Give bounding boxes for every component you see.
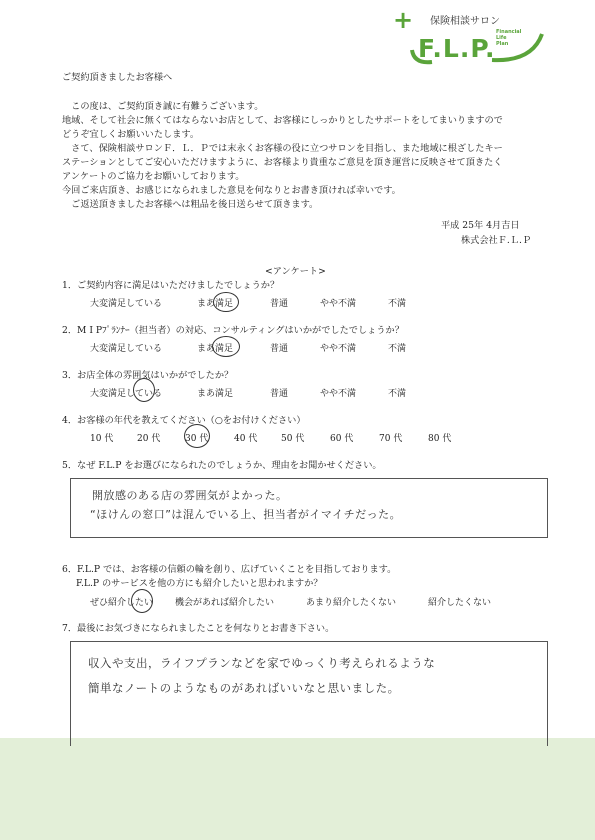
- q2-option[interactable]: 普通: [270, 344, 289, 354]
- handwritten-answer-line: 簡単なノートのようなものがあればいいなと思いました。: [88, 681, 400, 695]
- question-3: 3．お店全体の雰囲気はいかがでしたか？: [62, 370, 234, 381]
- q2-option[interactable]: やや不満: [320, 344, 357, 354]
- q1-option[interactable]: 普通: [270, 299, 289, 309]
- q1-option[interactable]: 大変満足している: [90, 299, 163, 309]
- answer-circle: [212, 336, 240, 357]
- q3-option[interactable]: 普通: [270, 389, 289, 399]
- question-5: 5．なぜ F.L.P をお選びになられたのでしょうか、理由をお聞かせください。: [62, 460, 382, 471]
- letter-date: 平成 25年 4月吉日: [441, 220, 520, 231]
- question-1: 1．ご契約内容に満足はいただけましたでしょうか？: [62, 280, 280, 291]
- q4-option[interactable]: 80 代: [428, 434, 452, 444]
- greeting-line: さて、保険相談サロンＦ．Ｌ．Ｐでは末永くお客様の役に立つサロンを目指し、また地域に根ざしたキー: [62, 143, 503, 154]
- q4-option-selected[interactable]: 30 代: [185, 434, 209, 444]
- q2-option[interactable]: 不満: [388, 344, 407, 354]
- company-name: 株式会社Ｆ.Ｌ.Ｐ: [461, 235, 532, 246]
- question-6-sub: F.L.P のサービスを他の方にも紹介したいと思われますか？: [76, 578, 323, 589]
- q1-option-selected[interactable]: まあ満足: [197, 299, 234, 309]
- q6-option[interactable]: 紹介したくない: [428, 598, 492, 608]
- greeting-line: どうぞ宜しくお願いいたします。: [62, 129, 200, 140]
- answer-circle: [133, 378, 155, 402]
- q4-option[interactable]: 60 代: [330, 434, 354, 444]
- answer-circle: [131, 589, 153, 613]
- answer-circle: [213, 292, 239, 312]
- logo-main-text: F.L.P.: [418, 34, 496, 63]
- bottom-color-band: [0, 738, 595, 840]
- logo-plus-icon: +: [393, 6, 414, 34]
- q3-option-selected[interactable]: 大変満足している: [90, 389, 163, 399]
- q4-option[interactable]: 70 代: [379, 434, 403, 444]
- greeting-line: 地域、そして社会に無くてはならないお店として、お客様にしっかりとしたサポートをしてまいりますので: [62, 115, 503, 126]
- q6-option[interactable]: あまり紹介したくない: [306, 598, 397, 608]
- question-4: 4．お客様の年代を教えてください（○をお付けください）: [62, 415, 306, 426]
- handwritten-answer-line: 収入や支出，ライフプランなどを家でゆっくり考えられるような: [88, 656, 436, 670]
- salutation: ご契約頂きましたお客様へ: [62, 72, 173, 83]
- greeting-line: この度は、ご契約頂き誠に有難うございます。: [62, 101, 264, 112]
- question-2: 2．M I Pﾌﾟﾗﾝﾅｰ（担当者）の対応、コンサルティングはいかがでしたでしょうか？: [62, 325, 404, 336]
- greeting-line: ステーションとしてご安心いただけますように、お客様より貴重なご意見を頂き運営に反映させて頂きたく: [62, 157, 503, 168]
- logo-mini-text: Financial Life Plan: [496, 29, 522, 47]
- q3-option[interactable]: まあ満足: [197, 389, 234, 399]
- greeting-line: 今回ご来店頂き、お感じになられました意見を何なりとお書き頂ければ幸いです。: [62, 185, 401, 196]
- q4-option[interactable]: 40 代: [234, 434, 258, 444]
- q2-option[interactable]: 大変満足している: [90, 344, 163, 354]
- greeting-line: ご返送頂きましたお客様へは粗品を後日送らせて頂きます。: [62, 199, 319, 210]
- q4-option[interactable]: 10 代: [90, 434, 114, 444]
- q6-option-selected[interactable]: ぜひ紹介したい: [90, 598, 154, 608]
- greeting-line: アンケートのご協力をお願いしております。: [62, 171, 245, 182]
- handwritten-answer-line: “ほけんの窓口”は混んでいる上、担当者がイマイチだった。: [90, 508, 402, 521]
- question-7: 7．最後にお気づきになられましたことを何なりとお書き下さい。: [62, 623, 335, 634]
- q3-option[interactable]: やや不満: [320, 389, 357, 399]
- q4-option[interactable]: 50 代: [281, 434, 305, 444]
- survey-title: <アンケート>: [265, 266, 326, 277]
- q6-option[interactable]: 機会があれば紹介したい: [175, 598, 275, 608]
- q1-option[interactable]: やや不満: [320, 299, 357, 309]
- q3-option[interactable]: 不満: [388, 389, 407, 399]
- logo-subtitle: 保険相談サロン: [430, 16, 500, 27]
- q1-option[interactable]: 不満: [388, 299, 407, 309]
- question-6: 6．F.L.P では、お客様の信頼の輪を創り、広げていくことを目指しております。: [62, 564, 397, 575]
- answer-circle: [184, 424, 210, 448]
- q2-option-selected[interactable]: まあ満足: [197, 344, 234, 354]
- handwritten-answer-line: 開放感のある店の雰囲気がよかった。: [92, 489, 288, 502]
- q4-option[interactable]: 20 代: [137, 434, 161, 444]
